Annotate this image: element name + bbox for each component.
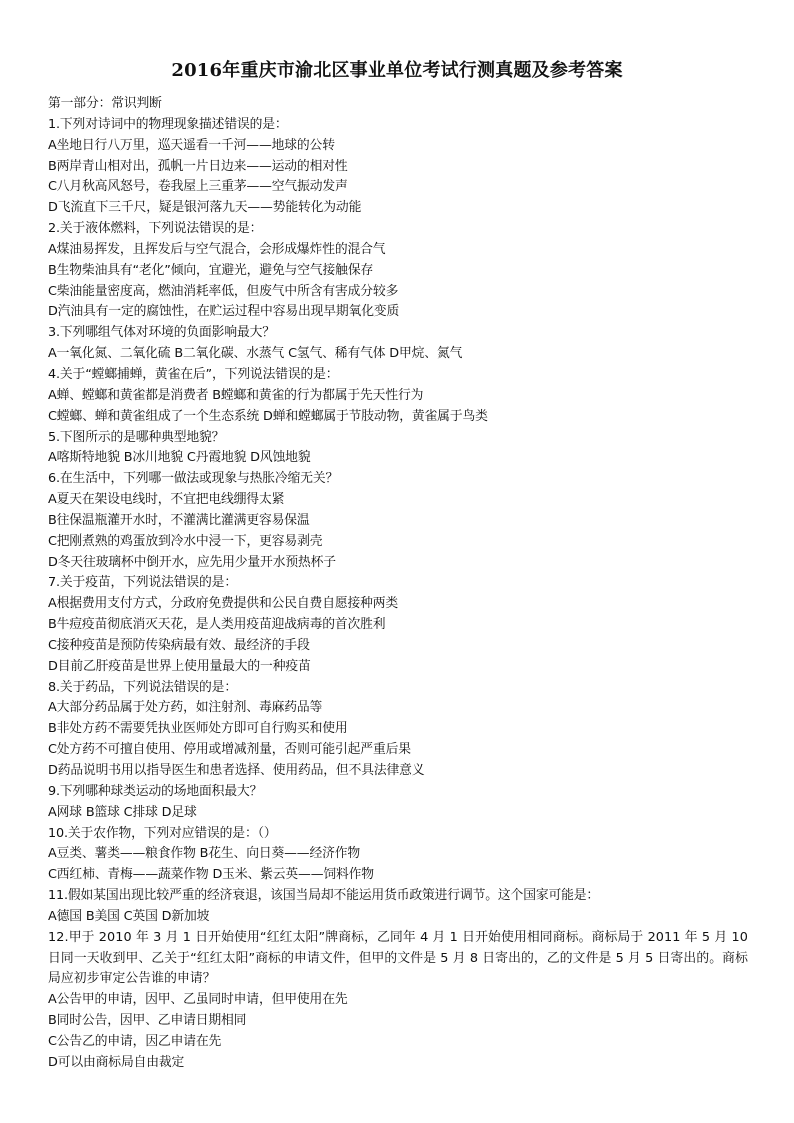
option-text: C柴油能量密度高，燃油消耗率低，但废气中所含有害成分较多	[48, 283, 399, 299]
option-text: C把刚煮熟的鸡蛋放到冷水中浸一下，更容易剥壳	[48, 533, 323, 549]
question-text: 3.下列哪组气体对环境的负面影响最大？	[48, 325, 275, 341]
question-text: 8.关于药品，下列说法错误的是：	[48, 679, 237, 695]
option-text: C西红柿、青梅——蔬菜作物 D玉米、紫云英——饲料作物	[48, 867, 374, 883]
question-text: 11.假如某国出现比较严重的经济衰退，该国当局却不能运用货币政策进行调节。这个国家可能是：	[48, 888, 600, 904]
option-text: A公告甲的申请，因甲、乙虽同时申请，但甲使用在先	[48, 992, 348, 1008]
option-text: B生物柴油具有“老化”倾向，宜避光，避免与空气接触保存	[48, 262, 374, 278]
option-text: A大部分药品属于处方药，如注射剂、毒麻药品等	[48, 700, 323, 716]
option-text: A一氧化氮、二氧化硫 B二氧化碳、水蒸气 C氢气、稀有气体 D甲烷、氮气	[48, 346, 463, 362]
question-text: 12.甲于 2010 年 3 月 1 日开始使用“红红太阳”牌商标，乙同年 4 月 1 日开始使用相同商标。商标局于 2011 年 5 月 10 日同一天收到甲、乙关于“红红太阳”商标的申请文件，但甲的文件是 5 月 8 日寄出的，乙的文件是 5 月 5 日寄出的。商标局应初步审定公告谁的申请？	[48, 929, 748, 987]
question-text: 1.下列对诗词中的物理现象描述错误的是：	[48, 116, 288, 132]
option-text: D汽油具有一定的腐蚀性，在贮运过程中容易出现早期氧化变质	[48, 304, 400, 320]
option-text: D可以由商标局自由裁定	[48, 1054, 185, 1070]
question-text: 7.关于疫苗，下列说法错误的是：	[48, 575, 237, 591]
option-text: B非处方药不需要凭执业医师处方即可自行购买和使用	[48, 721, 348, 737]
option-text: C处方药不可擅自使用、停用或增减剂量，否则可能引起严重后果	[48, 742, 411, 758]
option-text: A网球 B篮球 C排球 D足球	[48, 804, 197, 820]
option-text: A煤油易挥发，且挥发后与空气混合，会形成爆炸性的混合气	[48, 241, 386, 257]
option-text: C八月秋高风怒号，卷我屋上三重茅——空气振动发声	[48, 179, 348, 195]
option-text: B往保温瓶灌开水时，不灌满比灌满更容易保温	[48, 512, 310, 528]
option-text: A坐地日行八万里，巡天遥看一千河——地球的公转	[48, 137, 335, 153]
option-text: A喀斯特地貌 B冰川地貌 C丹霞地貌 D风蚀地貌	[48, 450, 311, 466]
option-text: B同时公告，因甲、乙申请日期相同	[48, 1013, 247, 1029]
question-text: 4.关于“螳螂捕蝉，黄雀在后”，下列说法错误的是：	[48, 366, 339, 382]
option-text: C接种疫苗是预防传染病最有效、最经济的手段	[48, 637, 310, 653]
option-text: A豆类、薯类——粮食作物 B花生、向日葵——经济作物	[48, 846, 361, 862]
option-text: D目前乙肝疫苗是世界上使用量最大的一种疫苗	[48, 658, 311, 674]
option-text: A根据费用支付方式，分政府免费提供和公民自费自愿接种两类	[48, 596, 399, 612]
option-text: B两岸青山相对出，孤帆一片日边来——运动的相对性	[48, 158, 348, 174]
option-text: D药品说明书用以指导医生和患者选择、使用药品，但不具法律意义	[48, 763, 425, 778]
question-text: 9.下列哪种球类运动的场地面积最大？	[48, 783, 263, 799]
question-text: 6.在生活中，下列哪一做法或现象与热胀冷缩无关？	[48, 471, 339, 487]
section-heading: 第一部分：常识判断	[48, 96, 162, 111]
option-text: A夏天在架设电线时，不宜把电线绷得太紧	[48, 492, 285, 508]
document-body	[48, 94, 748, 1074]
option-text: A蝉、螳螂和黄雀都是消费者 B螳螂和黄雀的行为都属于先天性行为	[48, 387, 424, 403]
option-text: D冬天往玻璃杯中倒开水，应先用少量开水预热杯子	[48, 554, 336, 570]
option-text: B牛痘疫苗彻底消灭天花，是人类用疫苗迎战病毒的首次胜利	[48, 617, 386, 633]
option-text: C公告乙的申请，因乙申请在先	[48, 1033, 222, 1049]
option-text: D飞流直下三千尺，疑是银河落九天——势能转化为动能	[48, 200, 362, 216]
page-title: 2016年重庆市渝北区事业单位考试行测真题及参考答案	[171, 60, 623, 81]
question-text: 10.关于农作物，下列对应错误的是：（）	[48, 825, 277, 841]
option-text: C螳螂、蝉和黄雀组成了一个生态系统 D蝉和螳螂属于节肢动物，黄雀属于鸟类	[48, 408, 488, 424]
option-text: A德国 B美国 C英国 D新加坡	[48, 908, 210, 924]
question-text: 5.下图所示的是哪种典型地貌？	[48, 429, 225, 445]
question-text: 2.关于液体燃料，下列说法错误的是：	[48, 221, 263, 237]
